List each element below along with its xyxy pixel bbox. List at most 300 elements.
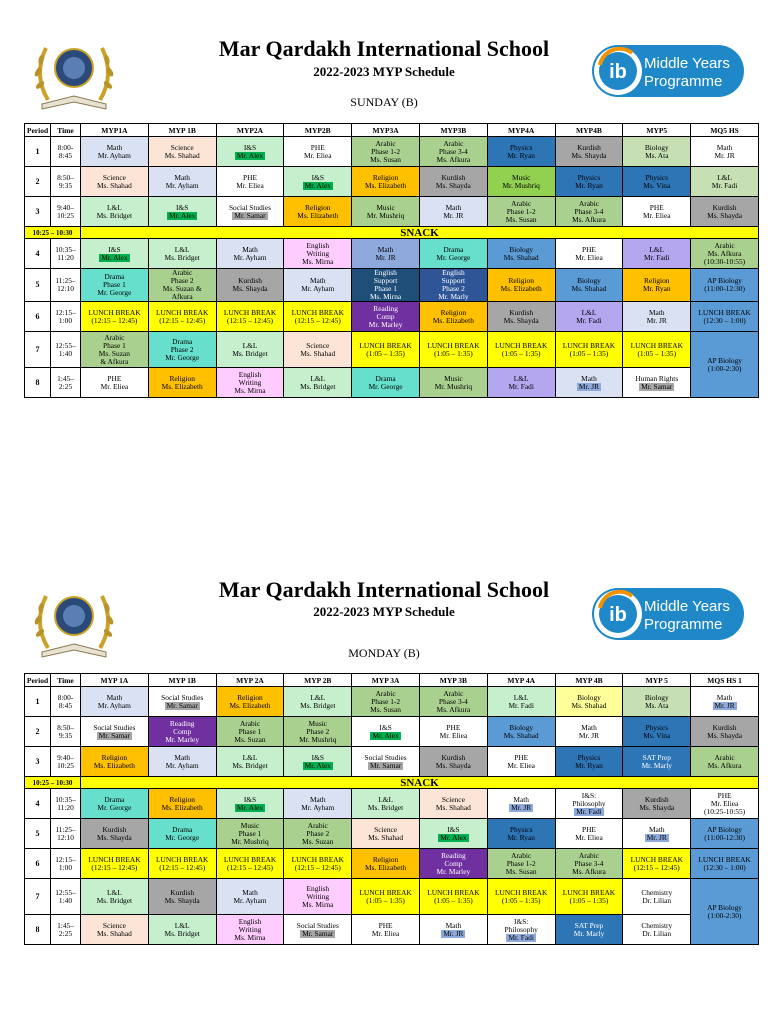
class-line: Phase 1 [238,828,262,838]
class-cell [216,819,284,849]
time-line: 8:00- [57,142,74,152]
class-line: (1:05 – 1:35) [434,895,473,905]
class-line: (12:15 – 12:45) [159,862,206,872]
class-line: Ms. Shayda [435,760,471,770]
day-title: MONDAY (B) [348,646,420,660]
class-cell [352,197,420,227]
class-cell [623,269,691,302]
class-line: L&L [107,202,122,212]
class-line: Arabic [239,718,261,728]
class-line: Ms. Shayda [639,802,675,812]
period-row [25,332,759,368]
class-line: Phase 1-2 [371,696,401,706]
teacher-name: Ms. Mirna [369,292,402,301]
class-cell [216,849,284,879]
class-line: I&S [447,824,460,834]
class-line: Mr. Eliea [575,832,603,842]
time-line: 12:55– [55,887,76,897]
class-cell [419,717,487,747]
teacher-line [624,317,689,325]
teacher-name: Mr. Fadi [508,932,534,942]
column-header: MYP 4A [487,674,555,687]
column-header: MYP2B [284,124,352,137]
class-cell [216,687,284,717]
class-cell [691,332,759,398]
class-cell [148,137,216,167]
class-cell [555,239,623,269]
class-line: (10:30-10:55) [704,256,746,266]
class-cell [216,137,284,167]
class-line: English [306,883,330,893]
class-line: Music [376,202,395,212]
teacher-name: Mr. Samar [234,210,266,220]
class-line: Math [513,794,529,804]
class-line: PHE [717,790,732,800]
time-line: 10:25 [57,760,74,770]
class-line: Math [377,244,394,254]
class-line: Ms. Bridget [96,895,133,905]
time-line: 8:50– [57,172,74,182]
class-line: Ms. Bridget [300,381,336,391]
class-cell [81,197,149,227]
class-line: LUNCH BREAK [223,854,277,864]
teacher-name: Mr. Alex [101,252,128,262]
period-time [51,819,81,849]
teacher-name: Mr. Alex [236,150,264,160]
class-line: Support [373,276,398,285]
class-cell [487,368,555,398]
period-time [51,167,81,197]
class-cell [148,687,216,717]
header-row [25,124,759,137]
time-line: 9:35 [58,730,73,740]
teacher-name: Mr. Alex [236,802,264,812]
class-cell [691,849,759,879]
teacher-line [557,702,622,710]
school-name: Mar Qardakh International School [218,577,550,602]
class-line: Mr. Mushriq [366,210,405,220]
class-cell [284,269,352,302]
class-cell [352,687,420,717]
class-line: Ms. Elizabeth [500,284,542,293]
class-line: SAT Prep [574,920,604,930]
class-line: Physics [645,722,669,732]
teacher-line [624,383,689,391]
period-row [25,789,759,819]
class-line: Mr. Ayham [165,760,199,770]
time-line: 2:25 [58,928,73,938]
class-cell [352,717,420,747]
teacher-name: Mr. JR [646,832,667,842]
class-cell [691,137,759,167]
class-line: Science [441,794,465,804]
teacher-name: Ms. Shahad [96,928,132,938]
class-line: (12:15 – 12:45) [159,315,206,325]
class-cell [148,747,216,777]
class-line: I&S [108,244,121,254]
class-cell [487,747,555,777]
class-cell [352,849,420,879]
sunday-schedule-table [24,123,759,398]
time-line: 9:35 [58,180,73,190]
ib-line2: Programme [644,73,723,90]
class-cell [623,332,691,368]
teacher-name: Mr. Samar [302,928,334,938]
period-number: 5 [25,819,51,849]
class-cell [148,239,216,269]
class-line: Biology [644,692,669,702]
header-row [25,674,759,687]
class-line: AP Biology [707,902,742,912]
period-time [51,302,81,332]
class-cell [216,879,284,915]
class-cell [352,879,420,915]
class-cell [487,687,555,717]
class-cell [419,269,487,302]
class-cell [81,332,149,368]
teacher-name: Mr. Marly [438,292,469,301]
teacher-name: Ms. Shahad [368,832,404,842]
class-cell [284,789,352,819]
class-cell [623,747,691,777]
class-cell [487,239,555,269]
class-line: LUNCH BREAK [223,307,277,317]
class-cell [487,879,555,915]
class-line: Math [242,887,258,897]
class-line: (12:30 – 1:00) [703,315,746,325]
class-line: LUNCH BREAK [359,887,412,897]
class-line: Reading [373,303,398,313]
class-line: Math [581,373,597,383]
class-line: PHE [310,142,325,152]
class-line: Mr. Eliea [100,381,129,391]
class-line: Physics [577,172,601,182]
teacher-name: Mr. JR [714,700,735,710]
class-line: Biology [509,244,534,254]
class-cell [419,368,487,398]
class-line: I&S [176,202,189,212]
time-line: 11:20 [57,252,74,262]
column-header: MQS HS 1 [691,674,759,687]
class-line: Ms. Afkura [707,760,742,770]
class-line: Support [441,276,466,285]
class-cell [691,819,759,849]
teacher-name: Mr. Ryan [575,180,603,190]
period-number: 1 [25,137,51,167]
class-cell [81,687,149,717]
class-line: (10:25-10:55) [704,806,746,816]
class-cell [691,302,759,332]
teacher-line [82,732,147,740]
class-cell [81,302,149,332]
teacher-line [624,285,689,293]
teacher-name: Mr. Ryan [575,760,603,770]
class-line: Mr. George [436,252,471,262]
class-line: Ms. Elizabeth [229,700,271,710]
class-line: Phase 1 [374,284,397,293]
period-row [25,197,759,227]
class-line: Ms. Afkura [572,866,606,876]
class-line: Ms. Shahad [300,348,336,358]
time-line: 9:40– [57,202,74,212]
class-line: Mr. Fadi [576,315,602,325]
class-cell [691,167,759,197]
class-cell [487,197,555,227]
period-time [51,332,81,368]
class-cell [216,197,284,227]
class-line: Mr. Eliea [710,798,739,808]
teacher-line [692,152,757,160]
class-line: Ms. Shayda [96,832,132,842]
class-line: Mr. Eliea [236,180,264,190]
class-line: Phase 3-4 [438,696,468,706]
class-line: English [306,240,330,250]
class-cell [148,167,216,197]
column-header: MYP 3B [419,674,487,687]
class-cell [691,879,759,945]
class-line: Kurdish [441,752,466,762]
class-line: LUNCH BREAK [291,307,344,317]
class-cell [419,332,487,368]
class-cell [81,717,149,747]
snack-label: SNACK [81,777,759,789]
class-line: Science [306,340,330,350]
class-line: Mr. Ayham [233,895,267,905]
class-line: Comp [444,858,463,868]
class-cell [623,368,691,398]
teacher-name: Mr. Ryan [642,284,671,293]
class-line: Ms. Bridget [300,700,336,710]
period-number: 7 [25,879,51,915]
column-header: MYP5 [623,124,691,137]
class-line: Mr. Marley [165,734,200,744]
class-line: Kurdish [238,276,262,285]
class-line: Religion [440,307,467,317]
class-line: L&L [513,373,529,383]
time-line: 12:10 [57,832,74,842]
schedule-title: 2022-2023 MYP Schedule [313,604,455,619]
class-cell [487,137,555,167]
class-line: Mr. Eliea [643,210,671,220]
snack-label: SNACK [81,227,759,239]
teacher-name: Mr. Samar [641,381,673,391]
class-line: LUNCH BREAK [562,887,616,897]
teacher-line [150,212,215,220]
class-line: Ms. Bridget [96,210,133,220]
class-cell [555,137,623,167]
teacher-name: Mr. JR [578,730,600,740]
class-line: Social Studies [364,752,407,762]
class-line: I&S [243,142,257,152]
class-line: Ms. Shayda [232,284,268,293]
class-line: LUNCH BREAK [698,307,751,317]
class-line: Arabic [714,240,735,250]
teacher-line [218,804,283,812]
class-line: Writing [238,377,262,387]
teacher-name: Ms. Shahad [571,284,607,293]
class-cell [623,239,691,269]
class-line: Physics [509,824,533,834]
class-line: Physics [509,142,533,152]
period-time [51,879,81,915]
period-time [51,197,81,227]
time-line: 1:00 [58,862,73,872]
day-title: SUNDAY (B) [350,95,418,109]
class-cell [216,789,284,819]
class-line: (1:05 – 1:35) [569,895,609,905]
period-number: 1 [25,687,51,717]
class-line: & Afkura [100,356,129,366]
period-time [51,269,81,302]
class-line: Writing [306,248,330,258]
teacher-line [489,834,554,842]
class-cell [419,747,487,777]
teacher-name: Mr. Alex [372,730,399,740]
period-row [25,167,759,197]
class-cell [284,849,352,879]
class-cell [487,717,555,747]
class-line: (12:15 – 12:45) [227,315,273,325]
period-row [25,915,759,945]
class-line: (1:05 – 1:35) [366,895,405,905]
class-line: Mr. Marley [436,866,471,876]
class-line: Phase 2 [441,284,465,293]
class-line: Physics [577,752,601,762]
class-cell [284,747,352,777]
class-line: Ms. Susan [370,704,401,714]
class-line: Phase 1-2 [506,206,536,216]
teacher-line [285,930,350,938]
class-cell [148,197,216,227]
class-line: Mr. Mushriq [231,836,269,846]
class-line: Mr. Mushriq [434,381,473,391]
class-line: AP Biology [707,276,742,285]
class-cell [487,302,555,332]
class-line: L&L [378,794,393,804]
period-number: 3 [25,747,51,777]
class-line: PHE [107,373,122,383]
teacher-line [353,732,418,740]
teacher-line [353,254,418,262]
period-time [51,239,81,269]
class-line: Mr. Ayham [301,802,335,812]
teacher-name: Mr. JR [646,315,667,325]
school-name: Mar Qardakh International School [218,36,550,61]
class-cell [555,747,623,777]
class-cell [555,915,623,945]
class-line: SAT Prep [642,752,671,762]
class-line: Ms. Elizabeth [297,210,339,220]
period-row [25,269,759,302]
class-cell [216,368,284,398]
class-line: (1:05 – 1:35) [501,348,541,358]
class-line: Religion [169,794,195,804]
class-line: Drama [375,373,396,383]
class-line: LUNCH BREAK [88,307,141,317]
class-line: Philosophy [572,798,606,808]
class-line: Mr. Eliea [507,760,535,770]
class-cell [487,915,555,945]
ib-line2: Programme [644,616,723,633]
ib-mark: ib [609,604,627,626]
teacher-name: Mr. Fadi [576,806,602,816]
teacher-line [557,762,622,770]
class-line: Arabic [578,850,600,860]
teacher-line [624,834,689,842]
class-cell [284,879,352,915]
teacher-line [557,808,622,816]
class-line: L&L [107,887,122,897]
class-line: Writing [238,924,262,934]
time-line: 9:40– [57,752,74,762]
class-line: Mr. Eliea [304,150,332,160]
class-line: Ms. Vina [643,730,671,740]
class-cell [148,717,216,747]
teacher-line [557,285,622,293]
class-cell [352,332,420,368]
column-header: MYP2A [216,124,284,137]
class-cell [623,197,691,227]
class-line: Ms. Shayda [707,210,743,220]
class-line: L&L [310,692,326,702]
class-line: Reading [169,718,195,728]
class-line: Comp [376,311,395,321]
time-line: 1:45– [57,920,74,930]
class-line: Arabic [443,688,464,698]
class-line: Ms. Elizabeth [161,802,203,812]
class-line: Ms. Mirna [302,256,334,266]
class-cell [81,879,149,915]
period-number: 6 [25,849,51,879]
class-line: (11:00-12:30) [704,832,745,842]
teacher-line [557,732,622,740]
class-cell [691,747,759,777]
time-line: 10:35– [55,244,76,254]
class-cell [419,849,487,879]
class-line: Arabic [511,850,532,860]
class-line: Ms. Afkura [707,248,742,258]
teacher-line [421,834,486,842]
class-cell [487,789,555,819]
ib-line1: Middle Years [644,598,730,615]
class-cell [555,167,623,197]
class-cell [81,819,149,849]
class-line: Religion [644,276,670,285]
class-line: L&L [513,692,529,702]
class-line: Arabic [172,268,193,277]
teacher-line [150,702,215,710]
class-line: Kurdish [509,307,534,317]
teacher-line [421,293,486,301]
class-line: Mr. Mushriq [299,734,337,744]
teacher-line [489,934,554,942]
column-header: MYP 4B [555,674,623,687]
class-cell [555,368,623,398]
column-header: Time [51,674,81,687]
class-line: Mr. George [165,352,200,362]
column-header: MYP4A [487,124,555,137]
period-row [25,687,759,717]
class-line: Phase 3-4 [574,206,604,216]
class-line: Mr. Fadi [711,180,738,190]
class-line: Drama [104,794,125,804]
time-line: 12:10 [57,284,74,293]
teacher-line [557,182,622,190]
class-line: L&L [174,920,190,930]
column-header: MYP 2B [284,674,352,687]
class-line: Mr. Fadi [508,700,534,710]
period-row [25,137,759,167]
